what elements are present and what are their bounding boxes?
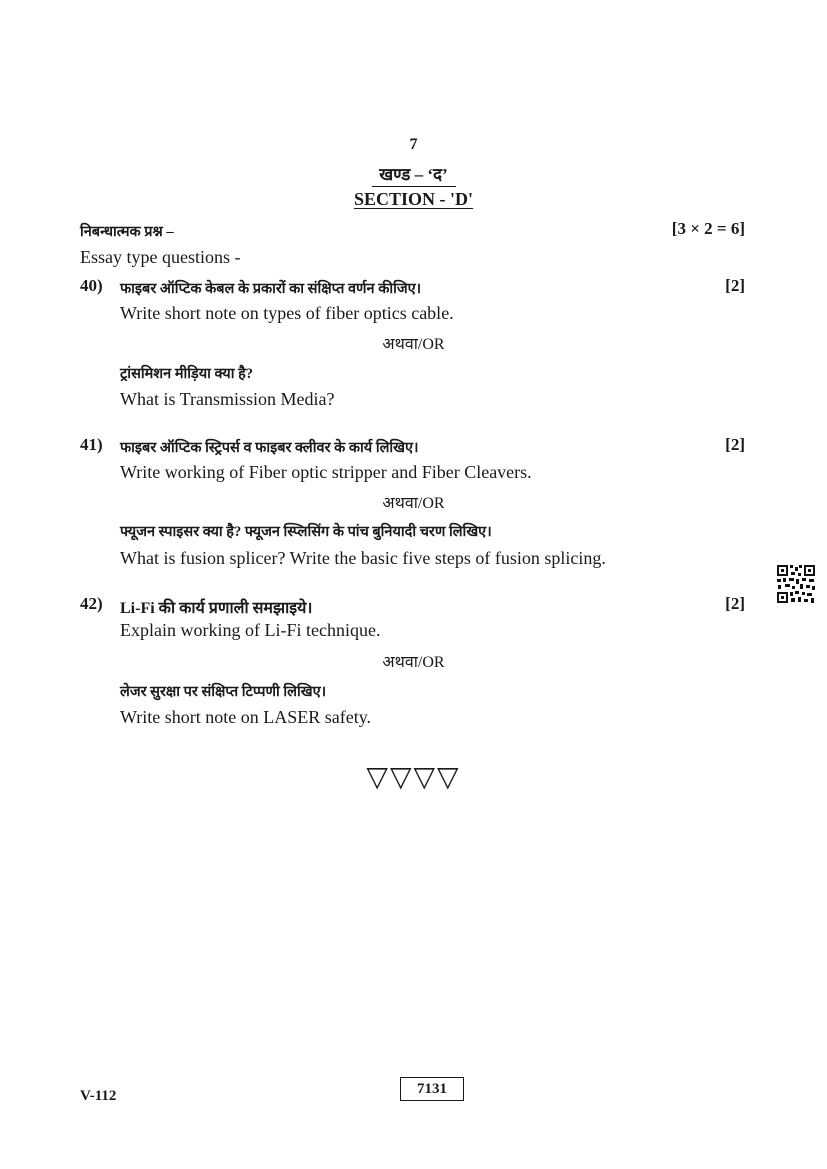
- instructions-marks: [3 × 2 = 6]: [671, 219, 745, 238]
- question-text-hindi: Li-Fi की कार्य प्रणाली समझाइये।: [120, 600, 313, 617]
- or-label: अथवा/OR: [382, 495, 445, 512]
- question-number: 40): [80, 276, 103, 295]
- paper-code: V-112: [80, 1088, 117, 1104]
- question-marks: [2]: [725, 594, 745, 613]
- alt-question-english: Write short note on LASER safety.: [120, 707, 372, 727]
- alt-question-hindi: ट्रांसमिशन मीड़िया क्या है?: [120, 366, 254, 382]
- end-of-paper-marks: ▽▽▽▽: [366, 760, 461, 793]
- question-text-english: Write short note on types of fiber optics cable.: [120, 303, 454, 323]
- qr-code-icon: [776, 564, 816, 604]
- alt-question-hindi: लेजर सुरक्षा पर संक्षिप्त टिप्पणी लिखिए।: [120, 684, 327, 700]
- instructions-hindi: निबन्धात्मक प्रश्न –: [80, 224, 174, 240]
- section-title-hindi: खण्ड – ‘द’: [379, 165, 448, 184]
- question-text-english: Explain working of Li-Fi technique.: [120, 620, 381, 640]
- section-title-english: [0, 189, 827, 210]
- alt-question-english: What is Transmission Media?: [120, 389, 335, 409]
- section-title-english-text: SECTION - 'D': [353, 189, 474, 209]
- question-text-hindi: फाइबर ऑप्टिक केबल के प्रकारों का संक्षिप्त वर्णन कीजिए।: [120, 281, 422, 297]
- or-label: अथवा/OR: [382, 336, 445, 353]
- question-number: 41): [80, 435, 103, 454]
- page-number: 7: [409, 136, 418, 153]
- alt-question-english: What is fusion splicer? Write the basic five steps of fusion splicing.: [120, 548, 606, 568]
- instructions-english: Essay type questions -: [80, 247, 241, 267]
- question-marks: [2]: [725, 276, 745, 295]
- paper-number-box: 7131: [400, 1077, 464, 1101]
- or-label: अथवा/OR: [382, 654, 445, 671]
- question-text-hindi: फाइबर ऑप्टिक स्ट्रिपर्स व फाइबर क्लीवर के कार्य लिखिए।: [120, 440, 419, 456]
- question-marks: [2]: [725, 435, 745, 454]
- section-divider: [372, 186, 456, 187]
- question-number: 42): [80, 594, 103, 613]
- alt-question-hindi: फ्यूजन स्पाइसर क्या है? फ्यूजन स्प्लिसिंग के पांच बुनियादी चरण लिखिए।: [120, 524, 492, 540]
- question-text-english: Write working of Fiber optic stripper and Fiber Cleavers.: [120, 462, 532, 482]
